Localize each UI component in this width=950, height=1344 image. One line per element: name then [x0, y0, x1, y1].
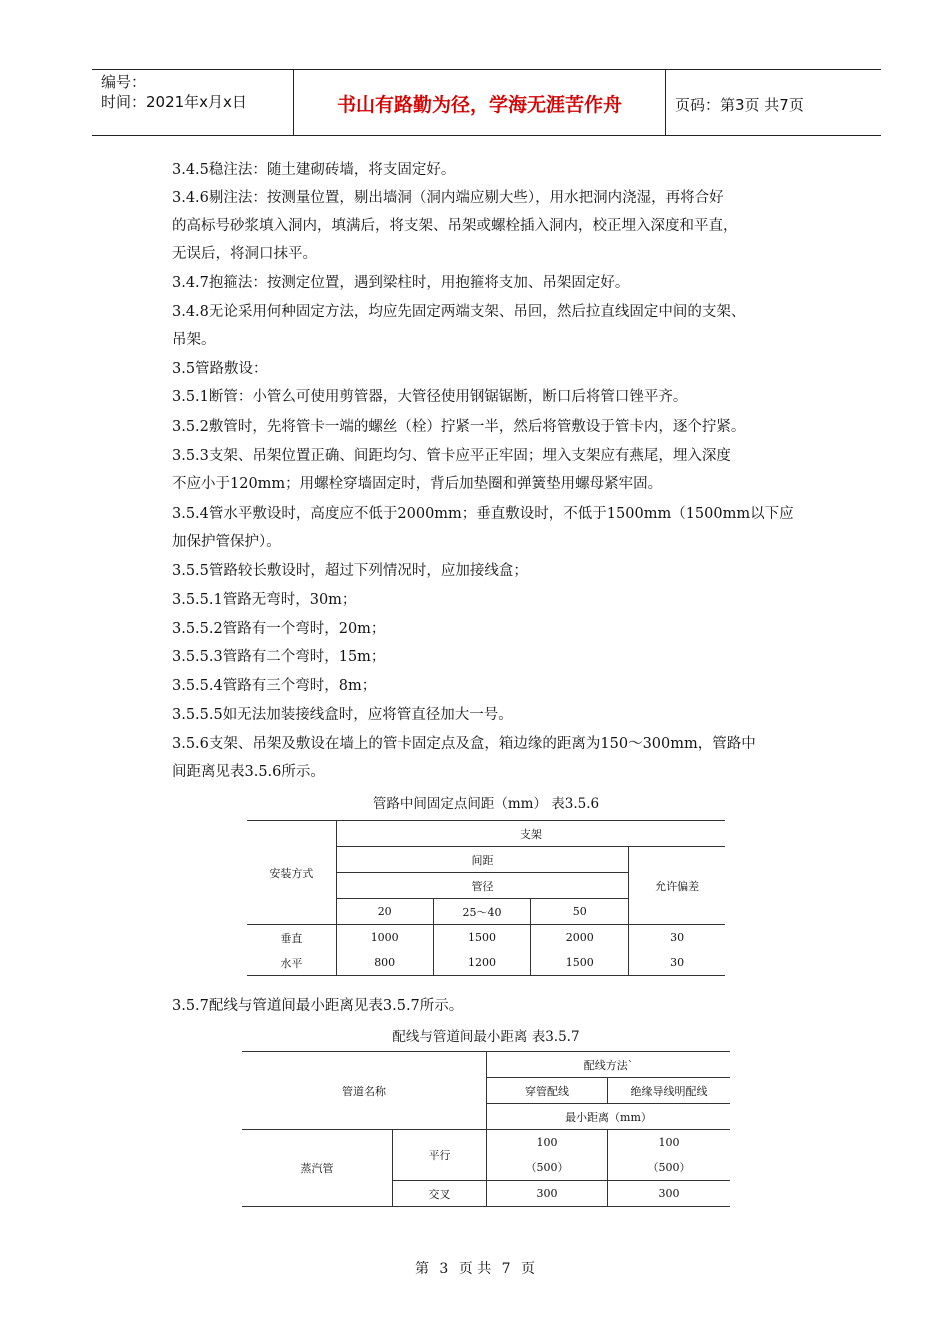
table1-tolerance-header: 允许偏差 — [629, 847, 725, 925]
table-3-5-7 — [242, 1051, 730, 1207]
header-top-border — [92, 69, 881, 70]
body-line: 3.4.7抱箍法：按测定位置，遇到梁柱时，用抱箍将支加、吊架固定好。 — [172, 275, 630, 291]
table1-value-cell: 1500 — [531, 950, 629, 976]
page-footer — [0, 1258, 950, 1278]
table2-conduit-wiring-header: 穿管配线 — [487, 1078, 608, 1104]
header-time-label: 时间：2021年x月x日 — [101, 93, 247, 111]
table2-parallel-cell: 平行 — [393, 1130, 487, 1181]
table1-value-cell: 1500 — [433, 925, 531, 951]
body-line: 3.5.3支架、吊架位置正确、间距均匀、管卡应平正牢固；埋入支架应有燕尾，埋入深度 — [172, 448, 731, 464]
table1-value-cell: 800 — [336, 950, 433, 976]
table1-value-cell: 2000 — [531, 925, 629, 951]
body-line: 无误后，将洞口抹平。 — [172, 246, 317, 262]
body-line: 3.5.1断管：小管么可使用剪管器，大管径使用钢锯锯断，断口后将管口锉平齐。 — [172, 389, 688, 405]
table2-caption: 配线与管道间最小距离 表3.5.7 — [392, 1029, 580, 1045]
table1-diameter-cell: 50 — [531, 899, 629, 925]
table1-tolerance-cell: 30 — [629, 925, 725, 951]
footer-middle: 页 共 — [458, 1261, 492, 1277]
body-line: 3.5.5管路较长敷设时，超过下列情况时，应加接线盒； — [172, 563, 528, 579]
body-line: 的高标号砂浆填入洞内，填满后，将支架、吊架或螺栓插入洞内，校正埋入深度和平直， — [172, 218, 738, 234]
table1-method-cell: 水平 — [247, 950, 336, 976]
table2-cross-insulated-cell: 300 — [608, 1181, 731, 1207]
table2-insulated-wiring-header: 绝缘导线明配线 — [608, 1078, 731, 1104]
table2-parallel-conduit-sub: （500） — [525, 1161, 569, 1174]
body-line: 3.5管路敷设： — [172, 361, 268, 377]
body-line: 3.5.5.2管路有一个弯时，20m； — [172, 621, 386, 637]
body-line: 3.5.4管水平敷设时，高度应不低于2000mm；垂直敷设时，不低于1500mm（1500mm以下应 — [172, 506, 794, 522]
body-line: 3.4.8无论采用何种固定方法，均应先固定两端支架、吊回，然后拉直线固定中间的支架、 — [172, 304, 746, 320]
table1-method-cell: 垂直 — [247, 925, 336, 951]
table2-parallel-conduit-cell — [487, 1130, 608, 1181]
table1-pipe-diameter-header: 管径 — [336, 873, 628, 899]
table1-caption: 管路中间固定点间距（mm） 表3.5.6 — [372, 796, 600, 812]
table2-parallel-insulated-sub: （500） — [647, 1161, 691, 1174]
table1-value-cell: 1200 — [433, 950, 531, 976]
table1-spacing-header: 间距 — [336, 847, 628, 873]
body-line: 加保护管保护）。 — [172, 534, 281, 550]
table2-parallel-conduit-value: 100 — [536, 1136, 558, 1149]
footer-prefix: 第 — [414, 1261, 429, 1277]
body-line: 3.5.5.4管路有三个弯时，8m； — [172, 678, 377, 694]
footer-total-pages: 7 — [501, 1261, 511, 1277]
table2-wiring-method-header: 配线方法` — [487, 1052, 731, 1078]
footer-suffix: 页 — [521, 1261, 536, 1277]
table1-diameter-cell: 20 — [336, 899, 433, 925]
table2-min-distance-header: 最小距离（mm） — [487, 1104, 731, 1130]
header-page-label: 页码：第3页 共7页 — [675, 96, 804, 114]
body-line: 3.4.6剔注法：按测量位置，剔出墙洞（洞内端应剔大些），用水把洞内浇湿，再将合好 — [172, 190, 724, 206]
header-divider-right — [665, 69, 666, 135]
body-line: 3.5.2敷管时，先将管卡一端的螺丝（栓）拧紧一半，然后将管敷设于管卡内，逐个拧紧。 — [172, 419, 746, 435]
header-motto: 书山有路勤为径，学海无涯苦作舟 — [336, 94, 622, 116]
body-line: 3.5.6支架、吊架及敷设在墙上的管卡固定点及盒，箱边缘的距离为150～300mm，管路中 — [172, 736, 756, 752]
table1-value-cell: 1000 — [336, 925, 433, 951]
table2-steam-pipe-cell: 蒸汽管 — [242, 1130, 393, 1207]
table2-cross-conduit-cell: 300 — [487, 1181, 608, 1207]
body-line: 间距离见表3.5.6所示。 — [172, 764, 325, 780]
body-line: 不应小于120mm；用螺栓穿墙固定时，背后加垫圈和弹簧垫用螺母紧牢固。 — [172, 476, 663, 492]
body-line: 3.4.5稳注法：随土建砌砖墙，将支固定好。 — [172, 162, 456, 178]
footer-page-number: 3 — [439, 1261, 449, 1277]
table1-install-method-header: 安装方式 — [247, 821, 336, 925]
body-line: 3.5.5.3管路有二个弯时，15m； — [172, 649, 386, 665]
header-bottom-border — [92, 135, 881, 136]
table2-parallel-insulated-cell — [608, 1130, 731, 1181]
table1-diameter-cell: 25～40 — [433, 899, 531, 925]
table2-pipe-name-header: 管道名称 — [242, 1052, 487, 1130]
table1-bracket-header: 支架 — [336, 821, 725, 847]
table2-cross-cell: 交叉 — [393, 1181, 487, 1207]
body-line: 3.5.5.1管路无弯时，30m； — [172, 592, 357, 608]
table2-parallel-insulated-value: 100 — [658, 1136, 680, 1149]
header-number-label: 编号： — [101, 73, 147, 91]
body-line: 3.5.5.5如无法加装接线盒时，应将管直径加大一号。 — [172, 707, 513, 723]
table-3-5-6 — [247, 820, 725, 976]
table1-tolerance-cell: 30 — [629, 950, 725, 976]
body-line: 3.5.7配线与管道间最小距离见表3.5.7所示。 — [172, 998, 464, 1014]
body-line: 吊架。 — [172, 332, 216, 348]
